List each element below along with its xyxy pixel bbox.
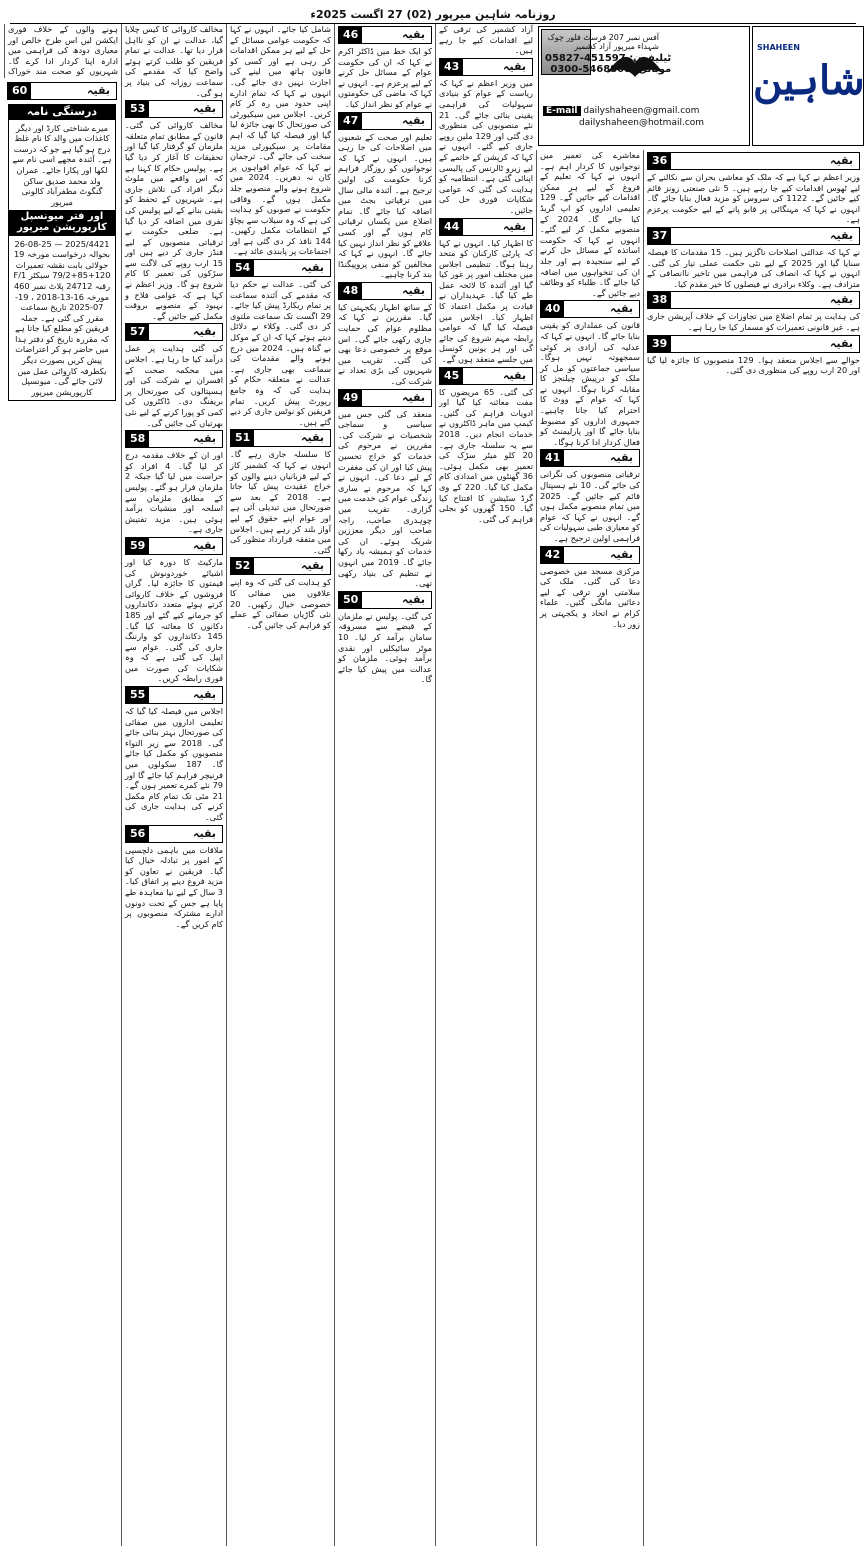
continuation-box bbox=[338, 389, 432, 407]
continuation-label: بقیہ bbox=[503, 59, 526, 73]
article-text: کی گئی۔ عدالت نے حکم دیا کہ مقدمے کی آئندہ سماعت پر تمام ریکارڈ پیش کیا جائے۔ 29 اگست تک سماعت ملتوی کر دی گئی۔ وکلاء نے دلائل دیتے ہوئے کہا کہ ان کے موکل بے گناہ ہیں۔ 2024 میں درج ہونے والے مقدمات کی سماعت بھی جاری ہے۔ عدالت نے متعلقہ حکام کو ہدایت کی کہ وہ جامع رپورٹ پیش کریں۔ تمام فریقین کو نوٹس جاری کر دیے گئے ہیں۔ bbox=[230, 279, 331, 427]
continuation-box bbox=[647, 335, 860, 353]
continuation-number: 50 bbox=[339, 592, 362, 608]
continuation-box bbox=[7, 82, 117, 100]
continuation-label: بقیہ bbox=[402, 283, 425, 297]
notice-body-2: 2025/4421 — 26-08-25 بحوالہ درخواست مورخہ 19 جولائی بابت نقشہ تعمیرات 120+85+79/2 سیکٹر F/1 رقبہ 24712 پلاٹ نمبر 460 مورخہ 16-13-2018 ، 19-07-2025 تاریخ سماعت مقرر کی گئی ہے۔ جملہ فریقین کو مطلع کیا جاتا ہے کہ مقررہ تاریخ کو دفتر ہذا میں حاضر ہو کر اعتراضات پیش کریں بصورت دیگر یکطرفہ کاروائی عمل میں لائی جائے گی۔ میونسپل کارپوریشن میرپور bbox=[13, 238, 111, 397]
continuation-label: بقیہ bbox=[402, 390, 425, 404]
continuation-number: 46 bbox=[339, 27, 362, 43]
email-2[interactable]: dailyshaheen@hotmail.com bbox=[579, 118, 705, 128]
continuation-number: 44 bbox=[440, 219, 463, 235]
article-text: کی گئی۔ 65 مریضوں کا مفت معائنہ کیا گیا اور ادویات فراہم کی گئیں۔ کیمپ میں ماہر ڈاکٹروں نے خدمات انجام دیں۔ 2018 سے یہ سلسلہ جاری ہے۔ 20 کلو میٹر سڑک کی تعمیر بھی مکمل ہوئی۔ 36 گھنٹوں میں امدادی کام مکمل کیا گیا۔ 220 کے وی گرڈ سٹیشن کا افتتاح کیا گیا۔ 150 گھروں کو بجلی فراہم کی گئی۔ bbox=[439, 386, 533, 524]
article-text: اور ان کے خلاف مقدمہ درج کر لیا گیا۔ 4 افراد کو حراست میں لیا گیا جبکہ 2 ملزمان فرار ہو گئے۔ پولیس کے مطابق ملزمان سے اسلحہ اور منشیات برآمد ہوئی ہیں۔ مزید تفتیش جاری ہے۔ bbox=[125, 450, 223, 535]
continuation-label: بقیہ bbox=[402, 113, 425, 127]
article-text: مارکیٹ کا دورہ کیا اور اشیائے خوردونوش کی قیمتوں کا جائزہ لیا۔ گراں فروشوں کے خلاف کاروائی کرتے ہوئے متعدد دکانداروں کو جرمانے کیے گئے اور 185 دکانوں کا معائنہ کیا گیا۔ 145 دکانداروں کو وارننگ جاری کی گئی۔ عوام سے اپیل کی گئی ہے کہ وہ شکایات کی صورت میں فوری رابطہ کریں۔ bbox=[125, 556, 223, 684]
continuation-number: 58 bbox=[126, 431, 149, 447]
continuation-box bbox=[338, 112, 432, 130]
page-header bbox=[10, 6, 856, 22]
continuation-label: بقیہ bbox=[610, 451, 633, 465]
article-text: آزاد کشمیر کی ترقی کے لیے اقدامات کیے جا رہے ہیں۔ bbox=[439, 24, 533, 56]
continuation-label: بقیہ bbox=[402, 592, 425, 606]
column-1 bbox=[4, 80, 120, 1546]
phone-number: 05827-451597 bbox=[545, 53, 626, 64]
continuation-box bbox=[439, 218, 533, 236]
email-block bbox=[543, 105, 745, 129]
column-1-top bbox=[4, 24, 121, 78]
continuation-number: 53 bbox=[126, 101, 149, 117]
continuation-box bbox=[125, 323, 223, 341]
continuation-box bbox=[125, 537, 223, 555]
article-text: کی گئی ہدایت پر عمل درآمد کیا جا رہا ہے۔ اجلاس میں محکمہ صحت کے افسران نے شرکت کی اور ہسپتالوں کی صورتحال پر بریفنگ دی۔ ڈاکٹروں کی کمی کو پورا کرنے کے لیے نئی بھرتیاں کی جائیں گی۔ bbox=[125, 343, 223, 428]
continuation-label: بقیہ bbox=[301, 431, 324, 445]
continuation-number: 36 bbox=[648, 153, 671, 169]
article-text: ترقیاتی منصوبوں کی نگرانی کی جائے گی۔ 10 نئے ہسپتال قائم کیے جائیں گے۔ 2025 میں تمام منصوبے مکمل ہوں گے۔ انہوں نے کہا کہ عوام کو معیاری طبی سہولیات کی فراہمی اولین ترجیح ہے۔ bbox=[540, 469, 640, 543]
notice-title: درستگی نامہ bbox=[9, 105, 115, 120]
continuation-number: 41 bbox=[541, 450, 564, 466]
continuation-box bbox=[230, 429, 331, 447]
article-text: ملاقات میں باہمی دلچسپی کے امور پر تبادلہ خیال کیا گیا۔ فریقین نے تعاون کو مزید فروغ دینے پر اتفاق کیا۔ 3 سال کے لیے نیا معاہدہ طے پایا ہے جس کے تحت دونوں ادارے مشترکہ منصوبوں پر کام کریں گے۔ bbox=[125, 844, 223, 929]
date-line: روزنامہ شاہین میرپور (02) 27 اگست 2025ء bbox=[310, 7, 556, 21]
continuation-number: 42 bbox=[541, 547, 564, 563]
article-text: کی گئی۔ پولیس نے ملزمان کے قبضے سے مسروقہ سامان برآمد کر لیا۔ 10 موٹر سائیکلیں اور نقدی برآمد ہوئی۔ ملزمان کو عدالت میں پیش کیا جائے گا۔ bbox=[338, 610, 432, 685]
continuation-box bbox=[647, 227, 860, 245]
email-tag: E-mail bbox=[543, 106, 581, 116]
continuation-label: بقیہ bbox=[193, 102, 216, 116]
article-text: کو ایک خط میں ڈاکٹر اکرم نے کہا کہ ان کی حکومت عوام کے مسائل حل کرنے کے لیے پرعزم ہے۔ انہوں نے کہا کہ ماضی کی حکومتوں نے عوام کو نظر انداز کیا۔ bbox=[338, 46, 432, 109]
continuation-label: بقیہ bbox=[193, 826, 216, 840]
continuation-number: 37 bbox=[648, 228, 671, 244]
continuation-number: 55 bbox=[126, 687, 149, 703]
continuation-label: بقیہ bbox=[503, 219, 526, 233]
continuation-label: بقیہ bbox=[193, 432, 216, 446]
continuation-box bbox=[338, 282, 432, 300]
continuation-number: 43 bbox=[440, 59, 463, 75]
continuation-label: بقیہ bbox=[610, 547, 633, 561]
continuation-box bbox=[125, 430, 223, 448]
continuation-number: 52 bbox=[231, 558, 254, 574]
continuation-number: 56 bbox=[126, 826, 149, 842]
article-text: مرکزی مسجد میں خصوصی دعا کی گئی۔ ملک کی سلامتی اور ترقی کے لیے دعائیں مانگی گئیں۔ علماء کرام نے اتحاد و یکجہتی پر زور دیا۔ bbox=[540, 565, 640, 629]
continuation-label: بقیہ bbox=[301, 261, 324, 275]
mobile-number: 0300-5468808 bbox=[550, 64, 632, 75]
article-text: کا سلسلہ جاری رہے گا۔ انہوں نے کہا کہ کشمیر کاز کے لیے قربانیاں دینے والوں کو خراج عقیدت پیش کیا جاتا ہے۔ 2018 کے بعد سے صورتحال میں تبدیلی آئی ہے اور عوام اپنے حقوق کے لیے آواز بلند کر رہے ہیں۔ اجلاس میں متفقہ قرارداد منظور کی گئی۔ bbox=[230, 449, 332, 555]
phone-numbers bbox=[545, 53, 671, 75]
continuation-box bbox=[230, 557, 331, 575]
continuation-label: بقیہ bbox=[193, 688, 216, 702]
continuation-box bbox=[540, 300, 640, 318]
continuation-label: بقیہ bbox=[193, 538, 216, 552]
continuation-label: بقیہ bbox=[301, 559, 324, 573]
article-text: کا اظہار کیا۔ انہوں نے کہا کہ پارٹی کارکنان کو متحد رہنا ہوگا۔ تنظیمی اجلاس میں مختلف امور پر غور کیا گیا اور آئندہ کا لائحہ عمل طے کیا گیا۔ عہدیداران نے قیادت پر مکمل اعتماد کا اظہار کیا۔ اجلاس میں فیصلہ کیا گیا کہ عوامی رابطہ مہم شروع کی جائے گی اور ہر یونین کونسل میں جلسے منعقد ہوں گے۔ bbox=[439, 237, 533, 365]
email-1[interactable]: dailyshaheen@gmail.com bbox=[583, 106, 700, 116]
continuation-number: 51 bbox=[231, 430, 254, 446]
continuation-box bbox=[540, 546, 640, 564]
continuation-number: 45 bbox=[440, 368, 463, 384]
continuation-box bbox=[125, 100, 223, 118]
mobile-label: موبائل: bbox=[634, 64, 672, 75]
continuation-number: 59 bbox=[126, 538, 149, 554]
newspaper-logo bbox=[752, 26, 864, 146]
article-text: کی ہدایت پر تمام اضلاع میں تجاوزات کے خلاف آپریشن جاری ہے۔ غیر قانونی تعمیرات کو مسمار کیا جا رہا ہے۔ bbox=[647, 311, 860, 332]
continuation-box bbox=[540, 449, 640, 467]
continuation-box bbox=[647, 152, 860, 170]
continuation-box bbox=[338, 591, 432, 609]
article-text: تعلیم اور صحت کے شعبوں میں اصلاحات کی جا رہی ہیں۔ انہوں نے کہا کہ نوجوانوں کو روزگار فراہم کرنا حکومت کی اولین ترجیح ہے۔ آئندہ مالی سال میں ترقیاتی بجٹ میں اضافہ کیا جائے گا۔ تمام اضلاع میں یکساں ترقیاتی کام ہوں گے اور کسی علاقے کو نظر انداز نہیں کیا جائے گا۔ انہوں نے کہا کہ مخالفین کو منفی پروپیگنڈا بند کرنا چاہیے۔ bbox=[338, 131, 432, 280]
column-3 bbox=[226, 24, 334, 1546]
logo-english: SHAHEEN bbox=[757, 43, 800, 52]
column-7 bbox=[643, 150, 863, 1546]
logo-urdu: شاہین bbox=[753, 57, 865, 104]
continuation-label: بقیہ bbox=[87, 84, 110, 97]
column-5 bbox=[435, 24, 536, 1546]
continuation-box bbox=[125, 825, 223, 843]
article-text: مخالف کاروائی کی گئی۔ قانون کے مطابق تمام متعلقہ ملزمان کو گرفتار کیا گیا اور تحقیقات کا آغاز کر دیا گیا ہے۔ پولیس حکام کا کہنا ہے کہ اس واقعے میں ملوث دیگر افراد کی تلاش جاری ہے۔ شہریوں کے تحفظ کو یقینی بنانے کے لیے پولیس کی نفری میں اضافہ کر دیا گیا ہے۔ ضلعی حکومت نے ترقیاتی منصوبوں کے لیے فنڈز جاری کر دیے ہیں اور 15 ارب روپے کی لاگت سے سڑکوں کی تعمیر کا کام شروع ہو گا۔ وزیر اعظم نے کہا ہے کہ عوامی فلاح و بہبود کے منصوبے بروقت مکمل کیے جائیں گے۔ bbox=[125, 120, 223, 321]
continuation-number: 48 bbox=[339, 283, 362, 299]
article-text: کے ساتھ اظہار یکجہتی کیا گیا۔ مقررین نے کہا کہ مظلوم عوام کی حمایت جاری رکھی جائے گی۔ اس موقع پر خصوصی دعا بھی کی گئی۔ تقریب میں شہریوں کی بڑی تعداد نے شرکت کی۔ bbox=[338, 301, 432, 387]
continuation-label: بقیہ bbox=[402, 28, 425, 41]
article-text: اجلاس میں فیصلہ کیا گیا کہ تعلیمی اداروں میں صفائی کی صورتحال بہتر بنائی جائے گی۔ 2018 سے زیر التواء منصوبوں کو مکمل کیا جائے گا۔ 187 سکولوں میں فرنیچر فراہم کیا جائے گا اور 79 نئے کمرے تعمیر ہوں گے۔ 21 مئی تک تمام کام مکمل کرنے کی ہدایت جاری کی گئی۔ bbox=[125, 706, 224, 822]
continuation-label: بقیہ bbox=[830, 154, 853, 167]
continuation-number: 57 bbox=[126, 324, 149, 340]
article-text: شامل کیا جائے۔ انہوں نے کہا کہ حکومت عوامی مسائل کے حل کے لیے ہر ممکن اقدامات کر رہی ہے اور کسی کو قانون ہاتھ میں لینے کی اجازت نہیں دی جائے گی۔ انہوں نے کہا کہ تمام ادارے اپنی حدود میں رہ کر کام کریں۔ اجلاس میں سیکیورٹی کی صورتحال کا بھی جائزہ لیا گیا اور فیصلہ کیا گیا کہ اہم مقامات پر سیکیورٹی مزید سخت کی جائے گی۔ ترجمان نے کہا کہ عوام افواہوں پر کان نہ دھریں۔ 2024 میں شروع ہونے والے منصوبے جلد مکمل ہوں گے۔ وفاقی حکومت نے صوبوں کو ہدایت کی ہے کہ وہ سیلاب سے بچاؤ کے انتظامات مکمل رکھیں۔ 144 نافذ کر دی گئی ہے اور اجتماعات پر پابندی عائد ہے۔ bbox=[230, 24, 331, 257]
article-text: مخالف کاروائی کا کیس چلایا گیا، عدالت نے ان کو نااہل قرار دیا تھا۔ عدالت نے تمام فریقین کو طلب کرتے ہوئے واضح کیا کہ مقدمے کی سماعت روزانہ کی بنیاد پر ہو گی۔ bbox=[125, 24, 223, 98]
article-text: معاشرے کی تعمیر میں نوجوانوں کا کردار اہم ہے۔ انہوں نے کہا کہ تعلیم کے فروغ کے لیے ہر ممکن اقدامات کیے جائیں گے۔ 129 تعلیمی اداروں کو اپ گریڈ کیا جائے گا۔ 2024 کے منصوبے مکمل کر لیے گئے۔ انہوں نے کہا کہ حکومت اساتذہ کے مسائل حل کرنے کے لیے سنجیدہ ہے اور جلد ان کی تنخواہوں میں اضافہ کیا جائے گا۔ طلباء کو وظائف دیے جائیں گے۔ bbox=[540, 150, 640, 298]
article-text: قانون کی عملداری کو یقینی بنایا جائے گا۔ انہوں نے کہا کہ عدلیہ کی آزادی پر کوئی سمجھوتہ نہیں ہوگا۔ سیاسی جماعتوں کو مل کر ملک کو درپیش چیلنجز کا مقابلہ کرنا ہوگا۔ انہوں نے کہا کہ عوام کے ووٹ کا احترام کیا جانا چاہیے۔ جمہوری اداروں کو مضبوط بنایا جائے گا اور پارلیمنٹ کو فعال کردار ادا کرنا ہوگا۔ bbox=[539, 320, 640, 447]
public-notice bbox=[8, 104, 116, 401]
column-4 bbox=[334, 24, 435, 1546]
office-address: آفس نمبر 207 فرسٹ فلور چوک شہداء میرپور آزاد کشمیر bbox=[547, 33, 659, 51]
continuation-box bbox=[439, 58, 533, 76]
article-text: میں وزیر اعظم نے کہا کہ ریاست کے عوام کو بنیادی سہولیات کی فراہمی یقینی بنائی جائے گی۔ 21 نئے منصوبوں کی منظوری دی گئی اور 129 ملین روپے جاری کیے گئے۔ انہوں نے کہا کہ کرپشن کے خاتمے کے لیے زیرو ٹالرنس کی پالیسی اپنائی گئی ہے۔ انتظامیہ کو ہدایت کی گئی کہ عوامی شکایات فوری حل کی جائیں۔ bbox=[439, 77, 533, 215]
column-1-intro: ہونے والوں کے خلاف فوری ایکشن لیں اس طرح خالص اور معیاری دودھ کی فراہمی میں ادارہ اپنا کردار ادا کرے گا۔ شہریوں کو صحت مند خوراک bbox=[8, 24, 118, 77]
continuation-label: بقیہ bbox=[830, 336, 853, 350]
continuation-number: 49 bbox=[339, 390, 362, 406]
continuation-number: 60 bbox=[8, 83, 31, 99]
continuation-number: 47 bbox=[339, 113, 362, 129]
notice-title-2: اور فتر میونسپل کارپوریشن میرپور bbox=[9, 210, 115, 235]
continuation-box bbox=[439, 367, 533, 385]
continuation-number: 40 bbox=[541, 301, 564, 317]
article-text: وزیر اعظم نے کہا ہے کہ ملک کو معاشی بحران سے نکالنے کے لیے ٹھوس اقدامات کیے جا رہے ہیں۔ 5 نئی صنعتی زونز قائم کیے جائیں گے۔ 1122 کی سروس کو مزید فعال بنایا جائے گا۔ انہوں نے کہا کہ مہنگائی پر قابو پانے کے لیے حکومت پرعزم ہے۔ bbox=[647, 172, 860, 225]
continuation-box bbox=[230, 259, 331, 277]
continuation-box bbox=[338, 26, 432, 44]
continuation-box bbox=[125, 686, 223, 704]
article-text: حوالے سے اجلاس منعقد ہوا۔ 129 منصوبوں کا جائزہ لیا گیا اور 20 ارب روپے کی منظوری دی گئی۔ bbox=[647, 354, 860, 376]
continuation-label: بقیہ bbox=[193, 325, 216, 339]
column-6 bbox=[536, 150, 643, 1546]
masthead-contact bbox=[538, 26, 750, 146]
notice-body: میرے شناختی کارڈ اور دیگر کاغذات میں والد کا نام غلط درج ہو گیا ہے جو کہ درست ہے۔ آئندہ مجھے اسی نام سے لکھا اور پکارا جائے۔ عمران ولد محمد صدیق ساکن گنگوٹ مظفرآباد کالونی میرپور bbox=[12, 122, 112, 207]
continuation-label: بقیہ bbox=[830, 293, 853, 307]
phone-label: ٹیلیفون: bbox=[629, 53, 672, 64]
continuation-label: بقیہ bbox=[503, 368, 526, 382]
article-text: نے کہا کہ عدالتی اصلاحات ناگزیر ہیں۔ 15 مقدمات کا فیصلہ سنایا گیا اور 2025 کے لیے نئی حکمت عملی تیار کی گئی۔ انہوں نے کہا کہ انصاف کی فراہمی میں تاخیر ناانصافی کے مترادف ہے۔ وکلاء برادری نے فیصلوں کا خیر مقدم کیا۔ bbox=[647, 246, 861, 289]
column-2 bbox=[121, 24, 226, 1546]
continuation-label: بقیہ bbox=[610, 302, 633, 316]
article-text: منعقد کی گئی جس میں سیاسی و سماجی شخصیات نے شرکت کی۔ مقررین نے مرحوم کی خدمات کو خراج تحسین پیش کیا اور ان کی مغفرت کے لیے دعا کی۔ انہوں نے کہا کہ مرحوم نے ساری زندگی عوام کی خدمت میں گزاری۔ تقریب میں چوہدری صاحب، راجہ صاحب اور دیگر معززین شریک ہوئے۔ ان کی خدمات کو ہمیشہ یاد رکھا جائے گا۔ 2019 میں انہوں نے تنظیم کی بنیاد رکھی تھی۔ bbox=[338, 408, 433, 589]
article-text: کو ہدایت کی گئی کہ وہ اپنے علاقوں میں صفائی کا خصوصی خیال رکھیں۔ 20 نئی گاڑیاں صفائی کے عملے کو فراہم کی جائیں گی۔ bbox=[230, 577, 331, 630]
continuation-box bbox=[647, 291, 860, 309]
continuation-number: 38 bbox=[648, 292, 671, 308]
continuation-label: بقیہ bbox=[830, 228, 853, 242]
continuation-number: 54 bbox=[231, 260, 254, 276]
continuation-number: 39 bbox=[648, 336, 671, 352]
